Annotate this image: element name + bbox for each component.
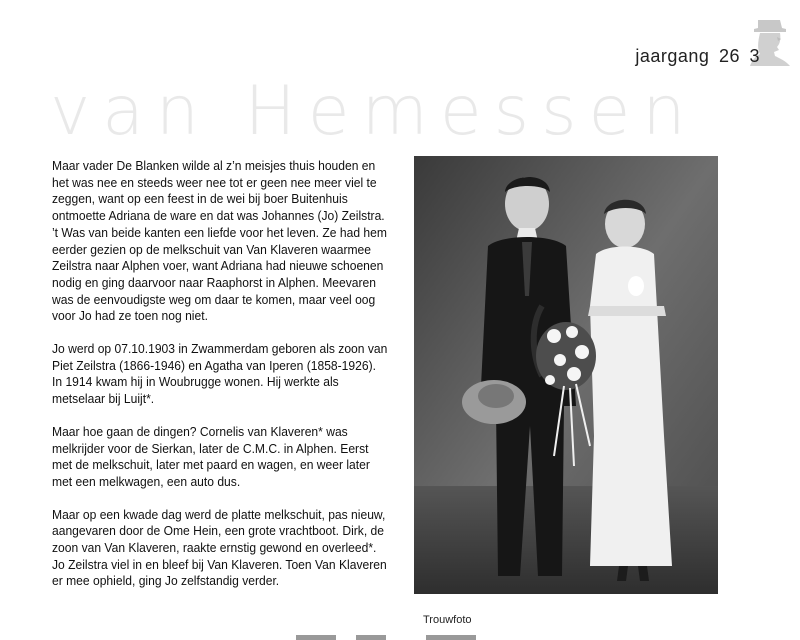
volume-label: jaargang bbox=[635, 46, 710, 66]
cut-off-text-fragment bbox=[296, 632, 496, 640]
article-body bbox=[52, 158, 389, 606]
wedding-photo-image bbox=[414, 156, 718, 594]
article-title: van Hemessen bbox=[50, 72, 698, 151]
paragraph: Jo werd op 07.10.1903 in Zwammerdam geboren als zoon van Piet Zeilstra (1866-1946) en Agatha van Iperen (1858-1926). In 1914 kwam hij in Woubrugge wonen. Hij werkte als metselaar bij Luijt*. bbox=[52, 341, 388, 407]
paragraph: Maar op een kwade dag werd de platte melkschuit, pas nieuw, aangevaren door de Ome Hein, een grote vrachtboot. Dirk, de zoon van Van Klaveren, raakte ernstig gewond en overleed*. Jo Zeilstra viel in en bleef bij Van Klaveren. Toen Van Klaveren er mee ophield, ging Jo zelfstandig verder. bbox=[52, 506, 387, 589]
wedding-photo bbox=[414, 156, 718, 594]
photo-caption: Trouwfoto bbox=[423, 614, 472, 626]
issue-header bbox=[631, 46, 760, 67]
volume-number: 26 bbox=[718, 46, 740, 66]
paragraph: Maar vader De Blanken wilde al z’n meisjes thuis houden en het was nee en steeds weer nee tot er geen nee meer viel te zeggen, want op een feest in de wei bij boer Buitenhuis ontmoette Adriana de ware en dat was Johannes (Jo) Zeilstra. ’t Was van beide kanten een liefde voor het leven. Ze had hem eerder gezien op de melkschuit van Van Klaveren waarmee Zeilstra naar Alphen voer, want Adriana had nieuwe schoenen nodig en ging daarvoor naar Raaphorst in Alphen. Meevaren was de eenvoudigste weg om daar te komen, maar veel oog voor Jo had ze toen nog niet. bbox=[52, 158, 387, 324]
paragraph: Maar hoe gaan de dingen? Cornelis van Klaveren* was melkrijder voor de Sierkan, later de C.M.C. in Alphen. Eerst met de melkschuit, later met paard en wagen, en weer later met een melkwagen, een auto dus. bbox=[52, 423, 370, 489]
page-number: 3 bbox=[749, 46, 760, 66]
